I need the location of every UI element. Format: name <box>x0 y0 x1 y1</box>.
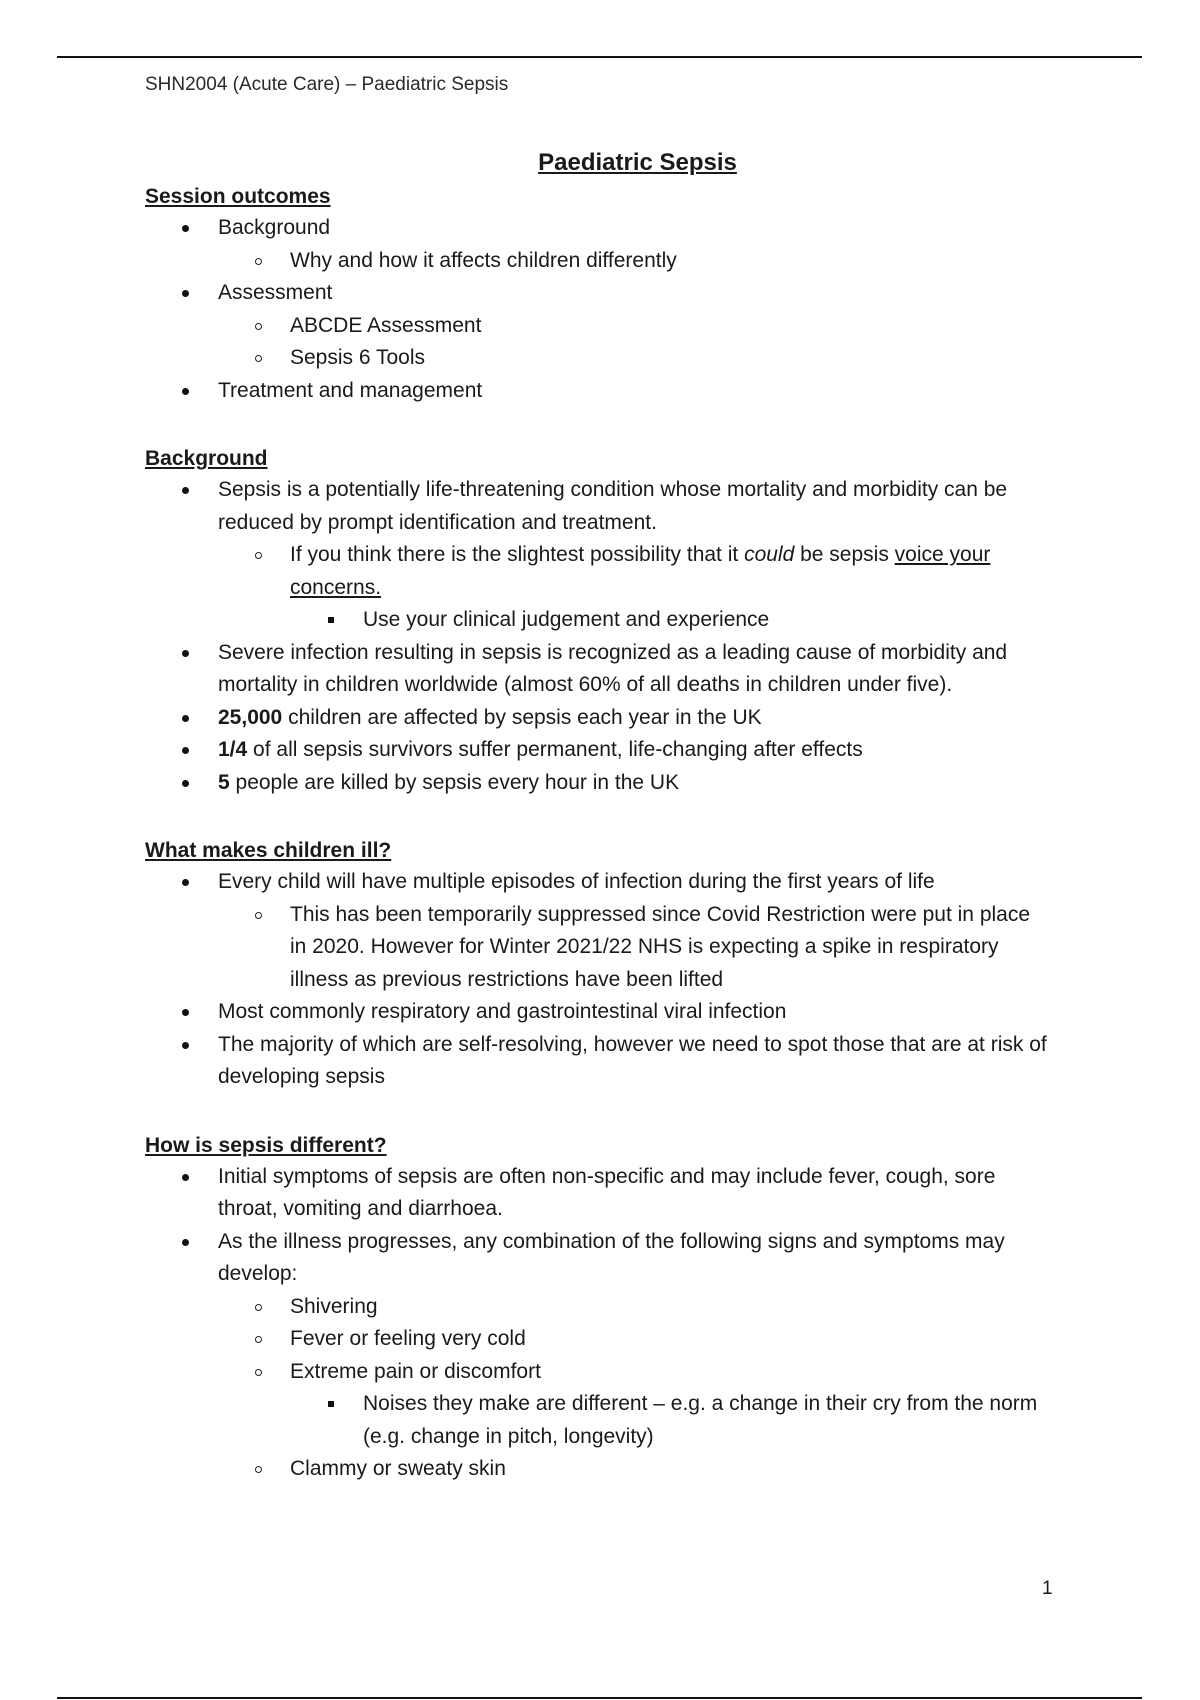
italic-text: could <box>744 543 795 566</box>
list-item <box>145 702 1050 735</box>
list-item: Clammy or sweaty skin <box>145 1453 1050 1486</box>
list-item: Sepsis is a potentially life-threatening condition whose mortality and morbidity can be reduced by prompt identification and treatment. <box>145 474 1050 539</box>
list-item <box>145 767 1050 800</box>
footer-rule <box>57 1697 1142 1699</box>
spacer <box>145 799 1050 835</box>
list-item: Extreme pain or discomfort <box>145 1356 1050 1389</box>
spacer <box>145 1094 1050 1130</box>
spacer <box>145 407 1050 443</box>
text-run: of all sepsis survivors suffer permanent, life-changing after effects <box>247 738 863 761</box>
text-run: be sepsis <box>794 543 895 566</box>
document-title-text: Paediatric Sepsis <box>538 149 737 176</box>
list-item: ABCDE Assessment <box>145 310 1050 343</box>
list-item: Initial symptoms of sepsis are often non-specific and may include fever, cough, sore throat, vomiting and diarrhoea. <box>145 1161 1050 1226</box>
how-different-list <box>145 1161 1050 1486</box>
list-item: Shivering <box>145 1291 1050 1324</box>
list-item: Why and how it affects children differently <box>145 245 1050 278</box>
section-heading-what-makes-children-ill: What makes children ill? <box>145 839 392 862</box>
list-item: Noises they make are different – e.g. a change in their cry from the norm (e.g. change in pitch, longevity) <box>145 1388 1050 1453</box>
background-list <box>145 474 1050 799</box>
list-item: Every child will have multiple episodes of infection during the first years of life <box>145 866 1050 899</box>
text-run: children are affected by sepsis each year in the UK <box>282 705 762 729</box>
header-rule <box>57 56 1142 58</box>
what-makes-ill-list <box>145 866 1050 1094</box>
document-body <box>145 145 1050 1486</box>
list-item: Background <box>145 212 1050 245</box>
section-heading-how-is-sepsis-different: How is sepsis different? <box>145 1133 387 1157</box>
list-item <box>145 539 1050 604</box>
bold-stat: 25,000 <box>218 705 283 729</box>
list-item: Use your clinical judgement and experience <box>145 604 1050 637</box>
list-item: Assessment <box>145 277 1050 310</box>
list-item: The majority of which are self-resolving, however we need to spot those that are at risk of developing sepsis <box>145 1029 1050 1094</box>
list-item: Fever or feeling very cold <box>145 1323 1050 1356</box>
list-item: This has been temporarily suppressed since Covid Restriction were put in place in 2020. However for Winter 2021/22 NHS is expecting a spike in respiratory illness as previous restrictions have been lifted <box>145 899 1050 997</box>
underlined-text: voice your concerns. <box>290 543 991 599</box>
running-header: SHN2004 (Acute Care) – Paediatric Sepsis <box>145 74 509 95</box>
section-heading-background: Background <box>145 447 268 470</box>
document-title <box>145 145 1050 181</box>
page-number: 1 <box>1042 1578 1053 1599</box>
list-item: Most commonly respiratory and gastrointestinal viral infection <box>145 996 1050 1029</box>
list-item: Sepsis 6 Tools <box>145 342 1050 375</box>
text-run: people are killed by sepsis every hour in the UK <box>229 770 680 794</box>
session-outcomes-list <box>145 212 1050 407</box>
bold-stat: 5 <box>218 770 230 794</box>
section-heading-session-outcomes: Session outcomes <box>145 185 331 208</box>
text-run: If you think there is the slightest possibility that it <box>290 543 745 566</box>
list-item <box>145 734 1050 767</box>
list-item: Severe infection resulting in sepsis is recognized as a leading cause of morbidity and mortality in children worldwide (almost 60% of all deaths in children under five). <box>145 637 1050 702</box>
bold-stat: 1/4 <box>218 738 248 761</box>
list-item: As the illness progresses, any combination of the following signs and symptoms may develop: <box>145 1226 1050 1291</box>
list-item: Treatment and management <box>145 375 1050 408</box>
